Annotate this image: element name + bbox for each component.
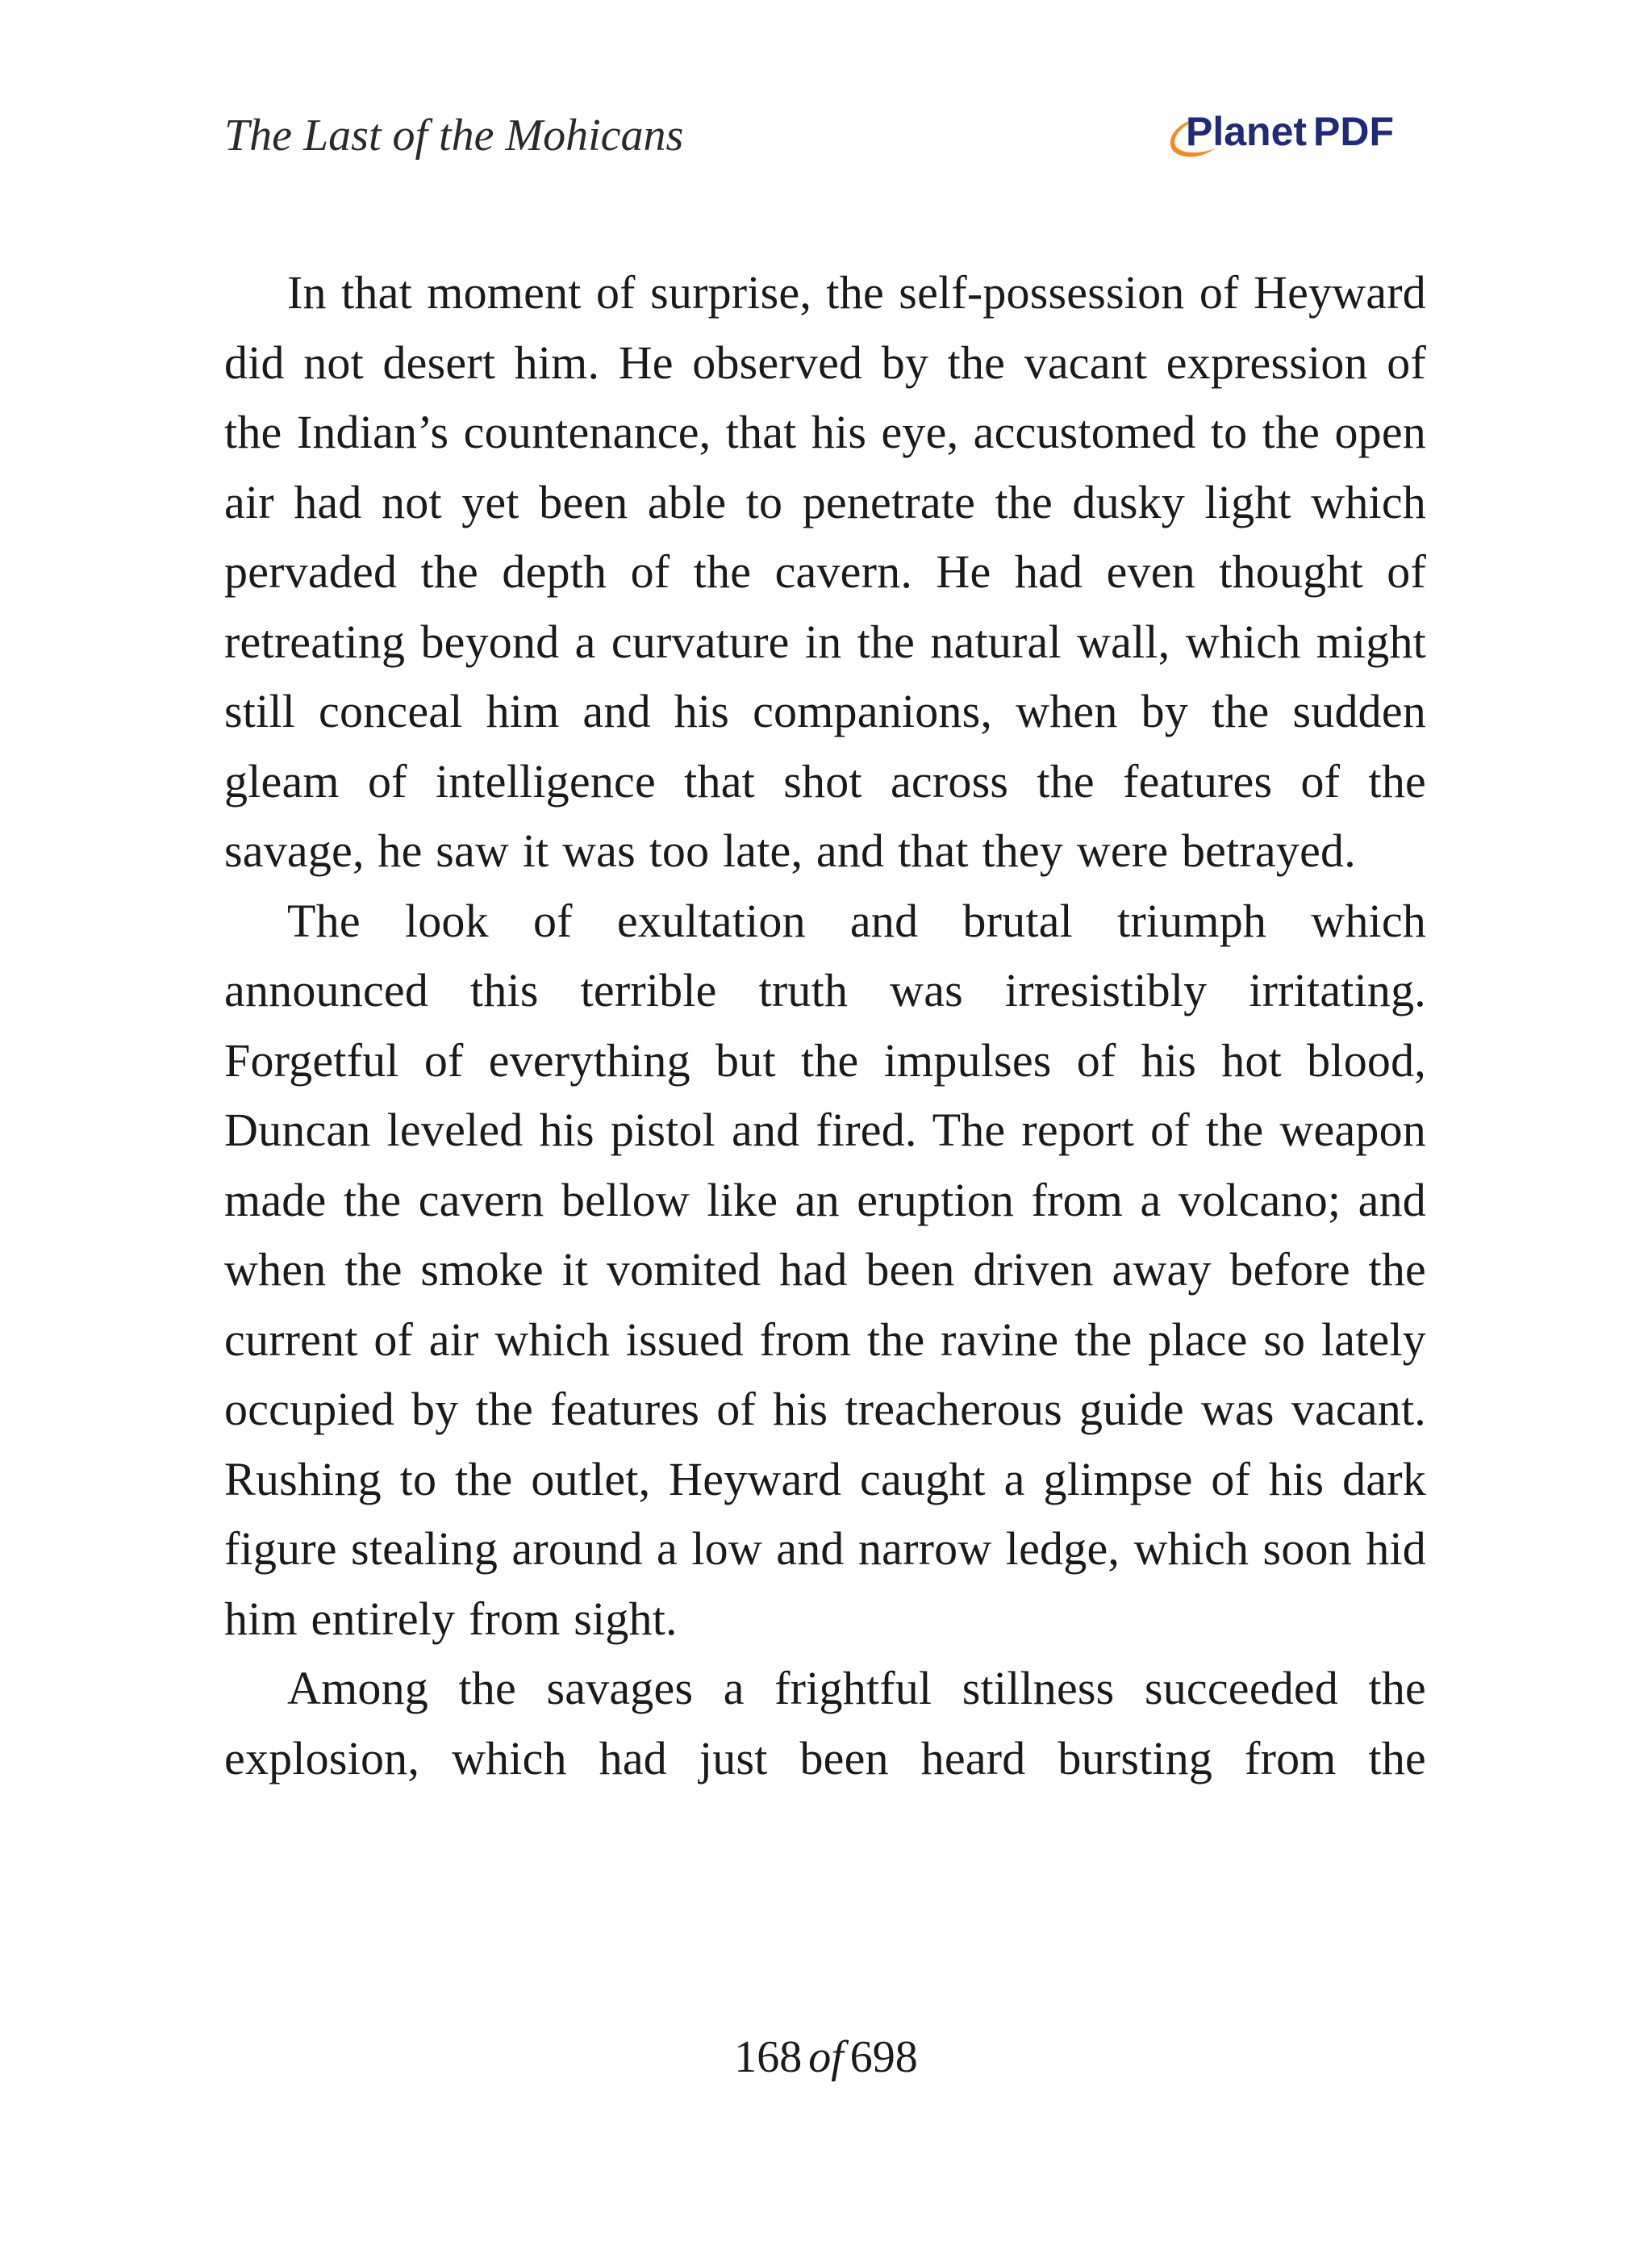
paragraph: In that moment of surprise, the self-possession of Heyward did not desert him. He observed by the vacant expression of the Indian’s countenance, that his eye, accustomed to the open air had not yet been able to penetrate the dusky light which pervaded the depth of the cavern. He had even thought of retreating beyond a curvature in the natural wall, which might still conceal him and his companions, when by the sudden gleam of intelligence that shot across the features of the savage, he saw it was too late, and that they were betrayed. [224, 266, 1426, 877]
total-page-count: 698 [849, 2032, 918, 2082]
logo-text-planet: Planet [1186, 109, 1308, 154]
paragraph: The look of exultation and brutal triumph which announced this terrible truth was irresistibly irritating. Forgetful of everything but the impulses of his hot blood, Duncan leveled his pistol and fired. The report of the weapon made the cavern bellow like an eruption from a volcano; and when the smoke it vomited had been driven away before the current of air which issued from the ravine the place so lately occupied by the features of his treacherous guide was vacant. Rushing to the outlet, Heyward caught a glimpse of his dark figure stealing around a low and narrow ledge, which soon hid him entirely from sight. [224, 894, 1426, 1645]
page-header [224, 103, 1426, 168]
planet-pdf-logo [1162, 103, 1420, 168]
book-title: The Last of the Mohicans [224, 111, 684, 161]
page-body [224, 258, 1426, 1793]
current-page-number: 168 [734, 2032, 803, 2082]
paragraph: Among the savages a frightful stillness succeeded the explosion, which had just been heard bursting from the [224, 1662, 1426, 1784]
page-of-label: of [808, 2032, 844, 2082]
logo-text-pdf: PDF [1313, 109, 1394, 154]
page-number [0, 2031, 1652, 2083]
